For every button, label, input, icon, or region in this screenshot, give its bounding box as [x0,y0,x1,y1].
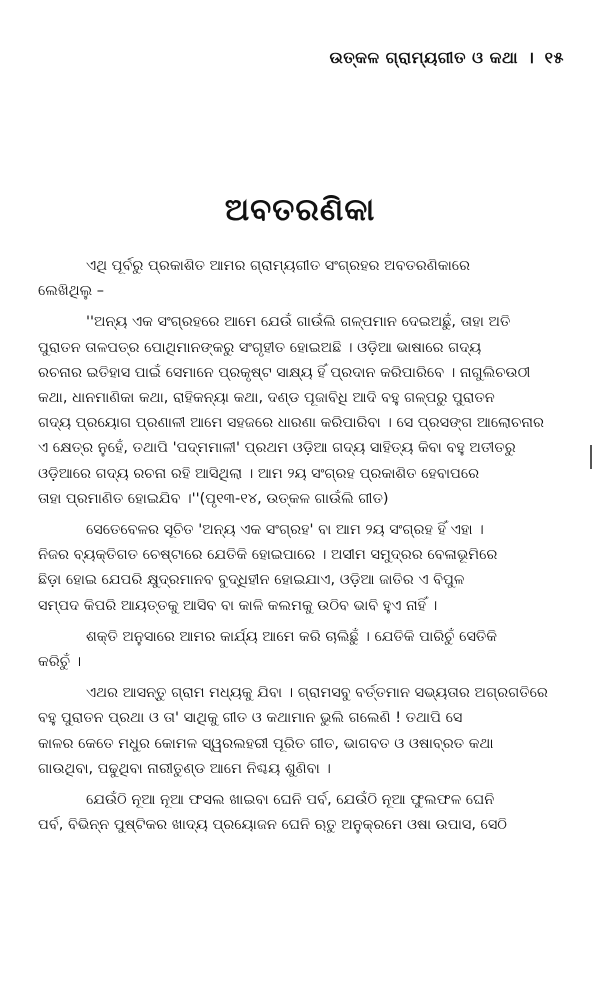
text-line: ସମ୍ପଦ କିପରି ଆୟତ୍ତକୁ ଆସିବ ବା କାଳି କଲମକୁ ଉଠିବ ଭାବି ହୁଏ ନାହିଁ । [38,597,438,614]
text-line: ଛିଡ଼ା ହୋଇ ଯେପରି କ୍ଷୁଦ୍ରମାନବ ବୁଦ୍ଧିହୀନ ହୋଇଯାଏ, ଓଡ଼ିଆ ଜାତିର ଏ ବିପୁଳ [38,572,465,589]
paragraph [38,788,560,838]
paragraph [38,681,560,782]
text-line: ପୁରାତନ ତାଳପତ୍ର ପୋଥିମାନଙ୍କରୁ ସଂଗୃହୀତ ହୋଇଅଛି । ଓଡ଼ିଆ ଭାଷାରେ ଗଦ୍ୟ [38,339,482,356]
text-line: କରିଚୁଁ । [38,654,82,671]
text-line: କାଳର କେତେ ମଧୁର କୋମଳ ସ୍ୱରଲହରୀ ପୂରିତ ଗୀତ, ଭାଗବତ ଓ ଓଷାବ୍ରତ କଥା [38,735,494,752]
text-line: ସେତେବେଳର ସୂଚିତ 'ଅନ୍ୟ ଏକ ସଂଗ୍ରହ' ବା ଆମ ୨ୟ ସଂଗ୍ରହ ହିଁ ଏହା । [86,522,484,539]
page-number: ୧୫ [544,48,564,67]
text-line: ଗଦ୍ୟ ପ୍ରୟୋଗ ପ୍ରଣାଳୀ ଆମେ ସହଜରେ ଧାରଣା କରିପାରିବା । ସେ ପ୍ରସଙ୍ଗ ଆଲୋଚନାର [38,415,544,432]
margin-mark [590,445,592,469]
running-header [329,46,564,68]
text-line: ଶକ୍ତି ଅନୁସାରେ ଆମର କାର୍ଯ୍ୟ ଆମେ କରି ଚାଲିଛୁଁ । ଯେତିକି ପାରିଚୁଁ ସେତିକି [86,628,497,645]
text-line: ''ଅନ୍ୟ ଏକ ସଂଗ୍ରହରେ ଆମେ ଯେଉଁ ଗାଉଁଲି ଗଳ୍ପମାନ ଦେଇଅଛୁଁ, ତାହା ଅତି [86,314,511,331]
text-line: ରଚନାର ଇତିହାସ ପାଇଁ ସେମାନେ ପ୍ରକୃଷ୍ଟ ସାକ୍ଷ୍ୟ ହିଁ ପ୍ରଦାନ କରିପାରିବେ । ନାଗୁଲିଚଉଠୀ [38,364,531,381]
paragraph [38,518,560,619]
text-line: କଥା, ଧାନମାଣିକା କଥା, ରାହିକନ୍ୟା କଥା, ଦଣ୍ଡ ପୂଜାବିଧି ଆଦି ବହୁ ଗଳ୍ପରୁ ପୁରାତନ [38,390,495,407]
text-line: ଲେଖିଥିଲୁ – [38,283,105,300]
text-line: ନିଜର ବ୍ୟକ୍ତିଗତ ଚେଷ୍ଟାରେ ଯେତିକି ହୋଇପାରେ । ଅସୀମ ସମୁଦ୍ରର ବେଳାଭୂମିରେ [38,547,498,564]
text-line: ଯେଉଁଠି ନୂଆ ନୂଆ ଫସଲ ଖାଇବା ଘେନି ପର୍ବ, ଯେଉଁଠି ନୂଆ ଫୁଲଫଳ ଘେନି [86,792,495,809]
paragraph [38,310,560,512]
text-line: ତାହା ପ୍ରମାଣିତ ହୋଇଯିବ ।''(ପୃ୧୩-୧୪, ଉତ୍କଳ ଗାଉଁଲି ଗୀତ) [38,490,389,507]
text-line: ଗାଉଥିବା, ପଢୁଥିବା ନାରୀତୁଣ୍ଡ ଆମେ ନିଶ୍ଚୟ ଶୁଣିବା । [38,760,331,777]
text-line: ଏଥି ପୂର୍ବରୁ ପ୍ରକାଶିତ ଆମର ଗ୍ରାମ୍ୟଗୀତ ସଂଗ୍ରହର ଅବତରଣିକାରେ [86,258,471,274]
text-line: ପର୍ବ, ବିଭିନ୍ନ ପୁଷ୍ଟିକର ଖାଦ୍ୟ ପ୍ରୟୋଜନ ଘେନି ଋତୁ ଅନୁକ୍ରମେ ଓଷା ଉପାସ, ସେଠି [38,817,507,834]
paragraph [38,625,560,675]
text-line: ଏଥର ଆସନ୍ତୁ ଗ୍ରାମ ମଧ୍ୟକୁ ଯିବା । ଗ୍ରାମସବୁ ବର୍ତ୍ତମାନ ସଭ୍ୟତାର ଅଗ୍ରଗତିରେ [86,685,548,702]
text-line: ବହୁ ପୁରାତନ ପ୍ରଥା ଓ ତା' ସାଥିକୁ ଗୀତ ଓ କଥାମାନ ଭୁଲି ଗଲେଣି ! ତଥାପି ସେ [38,710,463,727]
body-text [38,254,560,844]
running-title: ଉତ୍କଳ ଗ୍ରାମ୍ୟଗୀତ ଓ କଥା [329,48,519,67]
chapter-title: ଅବତରଣିକା [224,192,376,228]
header-separator: । [528,48,535,67]
paragraph [38,254,560,304]
text-line: ଓଡ଼ିଆରେ ଗଦ୍ୟ ରଚନା ରହି ଆସିଥିଲା । ଆମ ୨ୟ ସଂଗ୍ରହ ପ୍ରକାଶିତ ହେବାପରେ [38,465,480,482]
text-line: ଏ କ୍ଷେତ୍ର ନୁହେଁ, ତଥାପି 'ପଦ୍ମମାଳୀ' ପ୍ରଥମ ଓଡ଼ିଆ ଗଦ୍ୟ ସାହିତ୍ୟ କିବା ବହୁ ଅତୀତରୁ [38,440,516,457]
